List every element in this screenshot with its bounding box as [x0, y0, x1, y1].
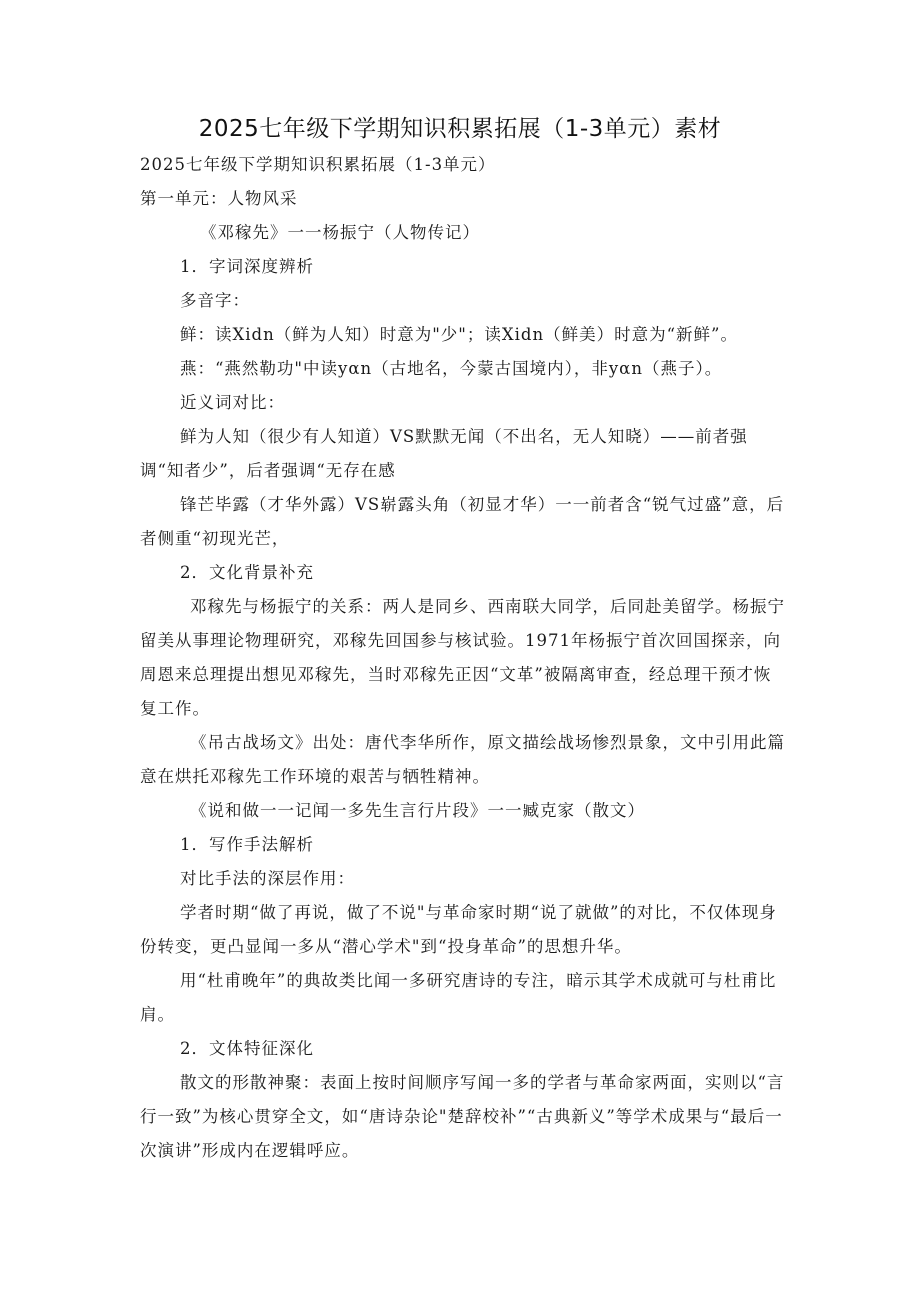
paragraph: 对比手法的深层作用：	[180, 869, 355, 888]
section-heading: 1．字词深度辨析	[180, 257, 314, 276]
paragraph: 近义词对比：	[180, 393, 285, 412]
unit-heading: 第一单元：人物风采	[140, 189, 298, 208]
paragraph: 邓稼先与杨振宁的关系：两人是同乡、西南联大同学，后同赴美留学。杨振宁留美从事理论物理研究，邓稼先回国参与核试验。1971年杨振宁首次回国探亲，向周恩来总理提出想见邓稼先，当时邓稼先正因“文革”被隔离审查，经总理干预才恢复工作。	[140, 597, 785, 718]
section-heading: 1．写作手法解析	[180, 835, 314, 854]
paragraph: 散文的形散神聚：表面上按时间顺序写闻一多的学者与革命家两面，实则以“言行一致”为核心贯穿全文，如“唐诗杂论"楚辞校补”“古典新义”等学术成果与“最后一次演讲”形成内在逻辑呼应。	[140, 1073, 785, 1160]
paragraph: 燕：“燕然勒功"中读yαn（古地名，今蒙古国境内），非yαn（燕子）。	[180, 359, 723, 378]
section-heading: 2．文体特征深化	[180, 1039, 314, 1058]
lesson-heading: 《邓稼先》一一杨振宁（人物传记）	[200, 223, 480, 242]
lesson-heading: 《说和做一一记闻一多先生言行片段》一一臧克家（散文）	[190, 801, 645, 820]
paragraph: 《吊古战场文》出处：唐代李华所作，原文描绘战场惨烈景象，文中引用此篇意在烘托邓稼先工作环境的艰苦与牺牲精神。	[140, 733, 785, 786]
paragraph: 多音字：	[180, 291, 250, 310]
paragraph: 学者时期“做了再说，做了不说"与革命家时期“说了就做”的对比，不仅体现身份转变，更凸显闻一多从“潜心学术"到“投身革命”的思想升华。	[140, 903, 777, 956]
paragraph: 鲜为人知（很少有人知道）VS默默无闻（不出名，无人知晓）——前者强调“知者少”，后者强调“无存在感	[140, 427, 748, 480]
paragraph: 用“杜甫晚年”的典故类比闻一多研究唐诗的专注，暗示其学术成就可与杜甫比肩。	[140, 971, 777, 1024]
subtitle-line: 2025七年级下学期知识积累拓展（1-3单元）	[140, 155, 496, 174]
document-body	[140, 148, 785, 1168]
paragraph: 锋芒毕露（才华外露）VS崭露头角（初显才华）一一前者含“锐气过盛”意，后者侧重“初现光芒，	[140, 495, 785, 548]
section-heading: 2．文化背景补充	[180, 563, 314, 582]
paragraph: 鲜：读Xidn（鲜为人知）时意为"少"；读Xidn（鲜美）时意为“新鲜”。	[180, 325, 738, 344]
document-title: 2025七年级下学期知识积累拓展（1-3单元）素材	[198, 116, 722, 142]
